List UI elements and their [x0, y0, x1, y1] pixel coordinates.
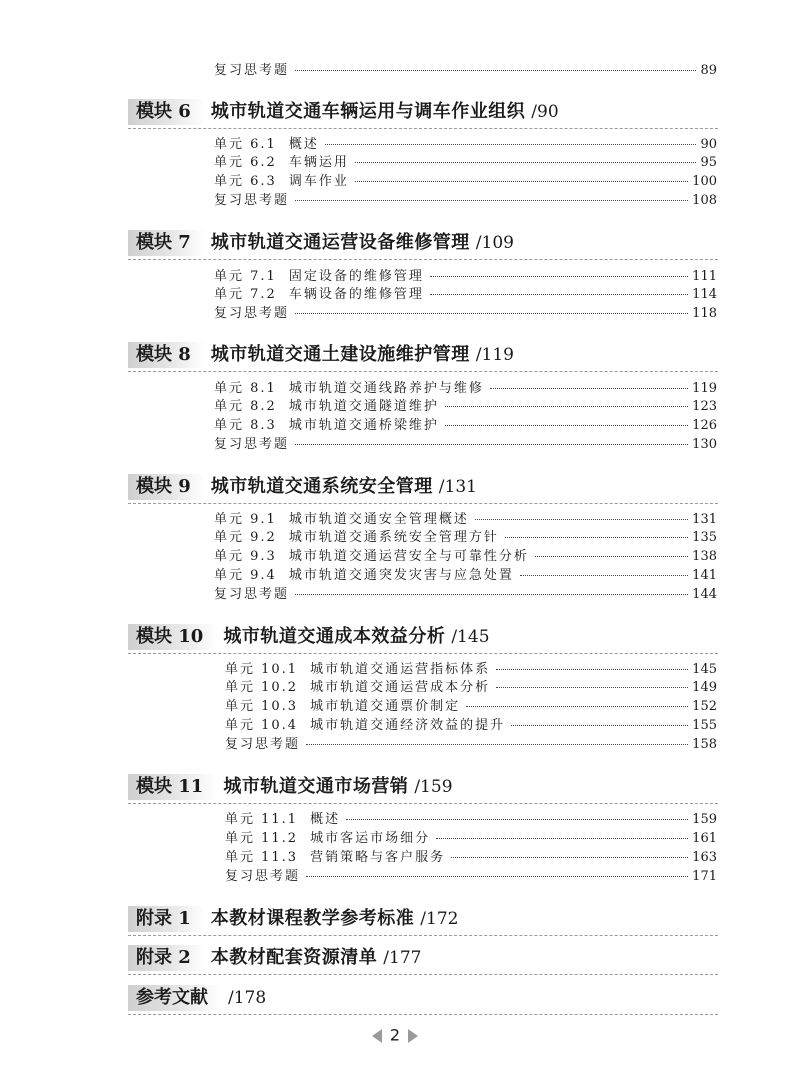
- toc-entry[interactable]: [225, 850, 717, 868]
- toc-entry-review[interactable]: [214, 587, 717, 605]
- entry-title: 复习思考题: [214, 306, 290, 321]
- module-label: 模块 9: [128, 474, 205, 500]
- module-label: 模块 7: [128, 230, 205, 256]
- entry-title: 复习思考题: [214, 587, 290, 602]
- entry-title: 城市客运市场细分: [310, 831, 431, 846]
- entry-title: 城市轨道交通运营指标体系: [310, 662, 491, 677]
- module-page: /119: [475, 345, 514, 365]
- entry-page: 100: [692, 174, 717, 189]
- entry-page: 135: [692, 530, 717, 545]
- entry-title: 城市轨道交通线路养护与维修: [288, 381, 484, 396]
- module-title: 城市轨道交通市场营销: [223, 776, 409, 797]
- module-label: 模块 6: [128, 99, 205, 125]
- leader-dots: [355, 162, 697, 163]
- toc-entry[interactable]: [214, 269, 717, 287]
- entry-label: 单元 9.3: [214, 549, 277, 564]
- entry-page: 108: [692, 193, 717, 208]
- toc-entry[interactable]: [225, 662, 717, 680]
- entry-label: 单元 10.1: [225, 662, 299, 677]
- leader-dots: [295, 200, 688, 201]
- entry-title: 复习思考题: [214, 437, 290, 452]
- toc-entry[interactable]: [214, 287, 717, 305]
- entry-title: 复习思考题: [214, 63, 290, 78]
- entry-title: 复习思考题: [214, 193, 290, 208]
- toc-entry[interactable]: [214, 568, 717, 586]
- leader-dots: [466, 706, 688, 707]
- entry-page: 141: [692, 568, 717, 583]
- entry-title: 概述: [310, 812, 341, 827]
- entry-label: 单元 11.1: [225, 812, 299, 827]
- entry-page: 118: [692, 306, 717, 321]
- appendix-title: 本教材课程教学参考标准: [210, 908, 415, 929]
- entry-label: 单元 8.3: [214, 418, 277, 433]
- entry-label: 单元 8.2: [214, 399, 277, 414]
- entry-page: 155: [692, 718, 717, 733]
- entry-page: 130: [692, 437, 717, 452]
- module-title: 城市轨道交通车辆运用与调车作业组织: [210, 101, 526, 122]
- module-page: /109: [475, 233, 514, 253]
- entry-page: 90: [700, 137, 717, 152]
- toc-entry-review[interactable]: [214, 437, 717, 455]
- entry-title: 城市轨道交通票价制定: [310, 699, 461, 714]
- entry-label: 单元 10.2: [225, 680, 299, 695]
- module-heading-9[interactable]: [128, 474, 718, 504]
- entry-label: 单元 10.3: [225, 699, 299, 714]
- leader-dots: [520, 575, 688, 576]
- entry-page: 158: [692, 737, 717, 752]
- entry-label: 单元 8.1: [214, 381, 277, 396]
- leader-dots: [355, 181, 688, 182]
- leader-dots: [496, 669, 688, 670]
- entry-label: 单元 6.1: [214, 137, 277, 152]
- toc-entry[interactable]: [225, 812, 717, 830]
- entry-title: 调车作业: [288, 174, 349, 189]
- references-page: /178: [228, 988, 267, 1008]
- module-heading-7[interactable]: [128, 230, 718, 260]
- toc-entry[interactable]: [214, 512, 717, 530]
- toc-entry[interactable]: [225, 831, 717, 849]
- leader-dots: [445, 425, 688, 426]
- entry-title: 城市轨道交通隧道维护: [288, 399, 439, 414]
- appendix-label: 附录 1: [128, 906, 205, 932]
- toc-entry-review[interactable]: [225, 737, 717, 755]
- entry-title: 城市轨道交通突发灾害与应急处置: [288, 568, 514, 583]
- toc-entry-review[interactable]: [214, 193, 717, 211]
- entry-label: 单元 6.3: [214, 174, 277, 189]
- leader-dots: [325, 144, 697, 145]
- appendix-page: /177: [383, 948, 422, 968]
- entry-title: 车辆运用: [288, 155, 349, 170]
- entry-page: 152: [692, 699, 717, 714]
- toc-entry-review[interactable]: [214, 63, 717, 81]
- entry-title: 车辆设备的维修管理: [288, 287, 424, 302]
- leader-dots: [490, 388, 688, 389]
- toc-entry[interactable]: [214, 399, 717, 417]
- entry-page: 89: [700, 63, 717, 78]
- toc-entry[interactable]: [214, 549, 717, 567]
- triangle-left-icon: [372, 1029, 382, 1043]
- leader-dots: [346, 819, 688, 820]
- entry-label: 单元 11.2: [225, 831, 299, 846]
- entry-title: 城市轨道交通运营安全与可靠性分析: [288, 549, 529, 564]
- entry-label: 单元 9.4: [214, 568, 277, 583]
- toc-entry[interactable]: [214, 530, 717, 548]
- appendix-page: /172: [420, 909, 459, 929]
- leader-dots: [505, 537, 688, 538]
- entry-title: 城市轨道交通经济效益的提升: [310, 718, 506, 733]
- appendix-heading-2[interactable]: [128, 945, 718, 975]
- toc-entry[interactable]: [214, 155, 717, 173]
- leader-dots: [496, 687, 688, 688]
- module-label: 模块 8: [128, 342, 205, 368]
- toc-entry-review[interactable]: [225, 869, 717, 887]
- entry-page: 161: [692, 831, 717, 846]
- entry-title: 城市轨道交通安全管理概述: [288, 512, 469, 527]
- module-title: 城市轨道交通成本效益分析: [223, 626, 446, 647]
- entry-page: 119: [692, 381, 717, 396]
- entry-page: 123: [692, 399, 717, 414]
- entry-title: 概述: [288, 137, 319, 152]
- module-title: 城市轨道交通系统安全管理: [210, 476, 433, 497]
- entry-title: 固定设备的维修管理: [288, 269, 424, 284]
- entry-page: 95: [700, 155, 717, 170]
- entry-label: 单元 7.1: [214, 269, 277, 284]
- module-page: /145: [451, 627, 490, 647]
- module-page: /90: [531, 102, 559, 122]
- toc-entry[interactable]: [214, 418, 717, 436]
- entry-page: 171: [692, 869, 717, 884]
- page-footer: [0, 1025, 790, 1046]
- leader-dots: [430, 294, 688, 295]
- module-page: /159: [414, 777, 453, 797]
- leader-dots: [475, 519, 688, 520]
- leader-dots: [295, 594, 688, 595]
- page-number: 2: [389, 1025, 401, 1045]
- module-page: /131: [438, 477, 477, 497]
- entry-page: 126: [692, 418, 717, 433]
- leader-dots: [430, 276, 688, 277]
- module-title: 城市轨道交通土建设施维护管理: [210, 344, 470, 365]
- toc-entry[interactable]: [225, 680, 717, 698]
- leader-dots: [295, 444, 688, 445]
- entry-page: 131: [692, 512, 717, 527]
- toc-entry[interactable]: [214, 174, 717, 192]
- entry-title: 城市轨道交通系统安全管理方针: [288, 530, 499, 545]
- entry-page: 163: [692, 850, 717, 865]
- appendix-label: 附录 2: [128, 945, 205, 971]
- entry-label: 单元 9.1: [214, 512, 277, 527]
- module-label: 模块 11: [128, 774, 217, 800]
- references-label: 参考文献: [128, 985, 222, 1011]
- entry-title: 复习思考题: [225, 869, 301, 884]
- entry-title: 城市轨道交通运营成本分析: [310, 680, 491, 695]
- entry-label: 单元 9.2: [214, 530, 277, 545]
- entry-page: 138: [692, 549, 717, 564]
- triangle-right-icon: [408, 1029, 418, 1043]
- entry-page: 111: [692, 269, 717, 284]
- appendix-heading-1[interactable]: [128, 906, 718, 936]
- entry-title: 营销策略与客户服务: [310, 850, 446, 865]
- leader-dots: [306, 744, 688, 745]
- leader-dots: [295, 313, 688, 314]
- module-heading-10[interactable]: [128, 624, 718, 654]
- entry-title: 城市轨道交通桥梁维护: [288, 418, 439, 433]
- toc-entry-review[interactable]: [214, 306, 717, 324]
- entry-label: 单元 10.4: [225, 718, 299, 733]
- entry-page: 144: [692, 587, 717, 602]
- module-heading-11[interactable]: [128, 774, 718, 804]
- entry-label: 单元 6.2: [214, 155, 277, 170]
- leader-dots: [306, 876, 688, 877]
- entry-page: 149: [692, 680, 717, 695]
- entry-label: 单元 11.3: [225, 850, 299, 865]
- references-heading[interactable]: [128, 985, 718, 1015]
- leader-dots: [451, 857, 688, 858]
- toc-entry[interactable]: [214, 381, 717, 399]
- toc-entry[interactable]: [225, 718, 717, 736]
- entry-page: 159: [692, 812, 717, 827]
- entry-title: 复习思考题: [225, 737, 301, 752]
- module-heading-8[interactable]: [128, 342, 718, 372]
- entry-page: 114: [692, 287, 717, 302]
- leader-dots: [295, 70, 696, 71]
- entry-label: 单元 7.2: [214, 287, 277, 302]
- leader-dots: [436, 838, 688, 839]
- leader-dots: [511, 725, 688, 726]
- entry-page: 145: [692, 662, 717, 677]
- leader-dots: [445, 406, 688, 407]
- module-heading-6[interactable]: [128, 99, 718, 129]
- module-title: 城市轨道交通运营设备维修管理: [210, 232, 470, 253]
- leader-dots: [535, 556, 688, 557]
- toc-entry[interactable]: [214, 137, 717, 155]
- module-label: 模块 10: [128, 624, 217, 650]
- toc-entry[interactable]: [225, 699, 717, 717]
- appendix-title: 本教材配套资源清单: [210, 947, 378, 968]
